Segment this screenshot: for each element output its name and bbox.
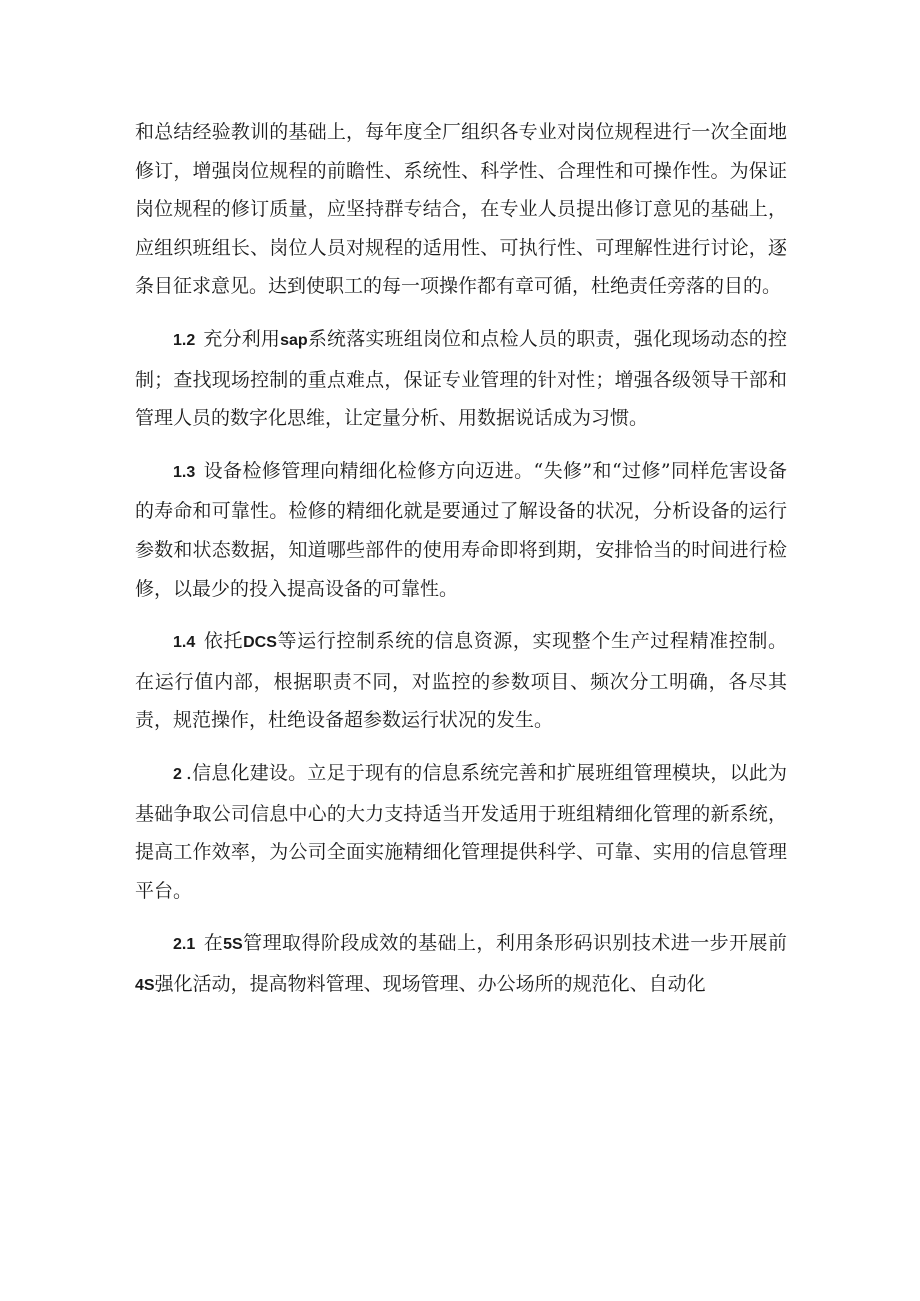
paragraph-1-3 (135, 452, 787, 608)
paragraph-text: 在 (203, 932, 224, 955)
section-number: 2.1 (173, 936, 196, 954)
inline-term-dcs: DCS (243, 634, 277, 652)
paragraph-2 (135, 754, 787, 910)
paragraph-1-4 (135, 622, 787, 740)
paragraph-1-2 (135, 320, 787, 438)
document-body (135, 113, 787, 1019)
paragraph-1 (135, 113, 787, 306)
section-number: 2 (173, 765, 182, 783)
paragraph-text: 设备检修管理向精细化检修方向迈进。“失修”和“过修”同样危害设备的寿命和可靠性。检修的精细化就是要通过了解设备的状况，分析设备的运行参数和状态数据，知道哪些部件的使用寿命即将到期，安排恰当的时间进行检修，以最少的投入提高设备的可靠性。 (135, 459, 787, 600)
paragraph-text: 等运行控制系统的信息资源，实现整个生产过程精准控制。在运行值内部，根据职责不同，对监控的参数项目、频次分工明确，各尽其责，规范操作，杜绝设备超参数运行状况的发生。 (135, 630, 787, 732)
paragraph-text: 管理取得阶段成效的基础上，利用条形码识别技术进一步开展前 (242, 932, 787, 955)
paragraph-text: 充分利用 (203, 327, 281, 350)
paragraph-text: 和总结经验教训的基础上，每年度全厂组织各专业对岗位规程进行一次全面地修订，增强岗位规程的前瞻性、系统性、科学性、合理性和可操作性。为保证岗位规程的修订质量，应坚持群专结合，在专业人员提出修订意见的基础上，应组织班组长、岗位人员对规程的适用性、可执行性、可理解性进行讨论，逐条目征求意见。达到使职工的每一项操作都有章可循，杜绝责任旁落的目的。 (135, 121, 787, 298)
paragraph-text: 强化活动，提高物料管理、现场管理、办公场所的规范化、自动化 (154, 972, 706, 995)
paragraph-text: 系统落实班组岗位和点检人员的职责，强化现场动态的控制；查找现场控制的重点难点，保证专业管理的针对性；增强各级领导干部和管理人员的数字化思维，让定量分析、用数据说话成为习惯。 (135, 327, 787, 430)
inline-term-4s: 4S (135, 976, 155, 994)
section-number: 1.2 (173, 331, 196, 349)
section-number: 1.4 (173, 634, 196, 652)
section-number: 1.3 (173, 463, 196, 481)
paragraph-2-1 (135, 924, 787, 1005)
inline-term-5s: 5S (223, 936, 243, 954)
paragraph-text: .信息化建设。立足于现有的信息系统完善和扩展班组管理模块，以此为基础争取公司信息中心的大力支持适当开发适用于班组精细化管理的新系统，提高工作效率，为公司全面实施精细化管理提供科学、可靠、实用的信息管理平台。 (135, 761, 787, 902)
inline-term-sap: sap (280, 331, 308, 349)
paragraph-text: 依托 (203, 630, 244, 653)
